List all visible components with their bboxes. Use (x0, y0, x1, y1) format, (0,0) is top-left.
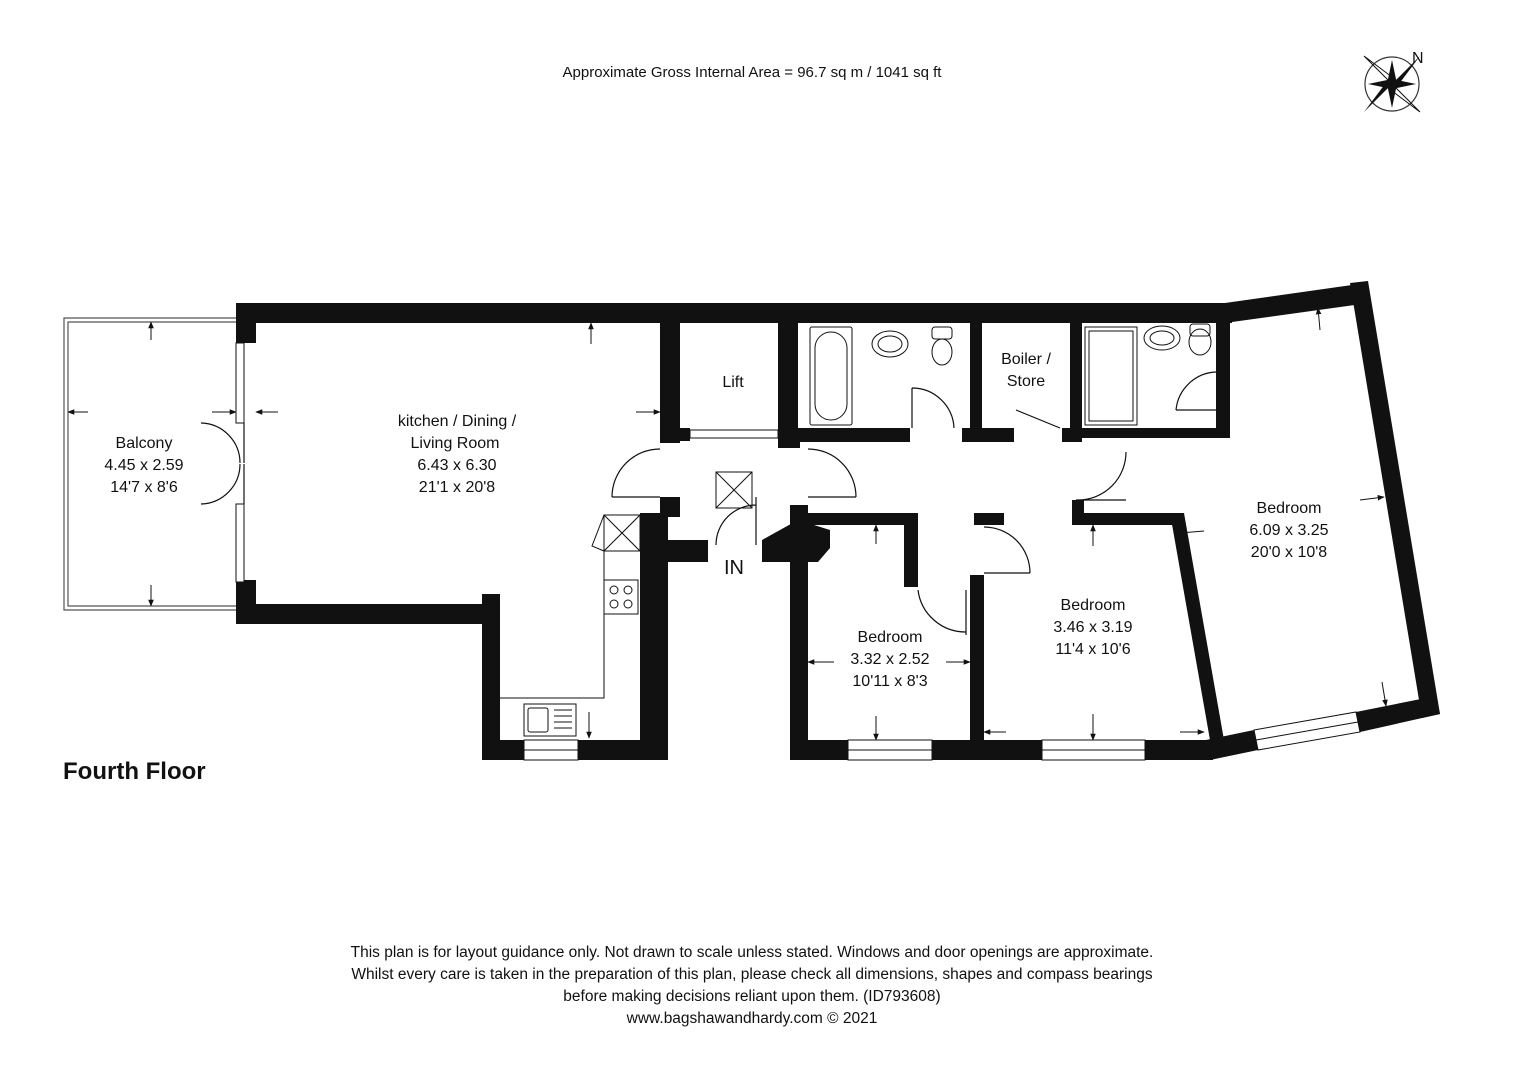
room-boiler (1001, 351, 1051, 390)
room-living-name-1: kitchen / Dining / (397, 413, 517, 430)
compass-rose-icon (1364, 50, 1424, 112)
floor-title: Fourth Floor (63, 758, 206, 785)
disclaimer-line-3: before making decisions reliant upon them. (ID793608) (563, 988, 941, 1005)
sink-icon (872, 331, 908, 357)
walls (236, 281, 1440, 760)
website-link[interactable]: www.bagshawandhardy.com © 2021 (626, 1010, 878, 1027)
room-boiler-name-1: Boiler / (1001, 351, 1051, 368)
disclaimer-line-2: Whilst every care is taken in the preparation of this plan, please check all dimensions, shapes and compass bearings (351, 966, 1153, 983)
room-balcony (104, 435, 183, 496)
room-living (398, 413, 517, 496)
room-bedroom-middle-name: Bedroom (1060, 597, 1126, 614)
hob-icon (604, 580, 638, 614)
room-bedroom-large-name: Bedroom (1256, 500, 1322, 517)
sink-icon (1144, 326, 1180, 350)
dimension-arrows (68, 308, 1386, 740)
disclaimer (0, 942, 1504, 1030)
room-living-name-2: Living Room (410, 435, 500, 452)
room-bedroom-middle-metric: 3.46 x 3.19 (1053, 619, 1133, 636)
room-bedroom-large-imperial: 20'0 x 10'8 (1250, 544, 1328, 561)
room-bedroom-large-metric: 6.09 x 3.25 (1249, 522, 1329, 539)
room-boiler-name-2: Store (1006, 373, 1046, 390)
gross-area-text: Approximate Gross Internal Area = 96.7 sq m / 1041 sq ft (562, 64, 942, 81)
north-label: N (1412, 50, 1424, 67)
lift-door (690, 430, 778, 438)
room-balcony-metric: 4.45 x 2.59 (104, 457, 184, 474)
toilet-icon (1189, 329, 1211, 355)
room-living-imperial: 21'1 x 20'8 (418, 479, 496, 496)
disclaimer-line-1: This plan is for layout guidance only. Not drawn to scale unless stated. Windows and door openings are approximate. (350, 944, 1154, 961)
room-bedroom-large (1249, 500, 1328, 561)
room-balcony-name: Balcony (115, 435, 173, 452)
room-bedroom-small-metric: 3.32 x 2.52 (850, 651, 930, 668)
room-bedroom-middle-imperial: 11'4 x 10'6 (1055, 641, 1131, 658)
entrance-label: IN (724, 557, 744, 579)
doors (201, 372, 1216, 635)
room-bedroom-small-imperial: 10'11 x 8'3 (852, 673, 928, 690)
room-bedroom-middle (1053, 597, 1132, 658)
room-balcony-imperial: 14'7 x 8'6 (110, 479, 178, 496)
toilet-icon (932, 339, 952, 365)
room-living-metric: 6.43 x 6.30 (417, 457, 497, 474)
shower-icon (1085, 327, 1137, 425)
room-lift-name: Lift (722, 374, 744, 391)
room-bedroom-small-name: Bedroom (857, 629, 923, 646)
room-bedroom-small (850, 629, 929, 690)
kitchen-sink-icon (524, 704, 576, 736)
